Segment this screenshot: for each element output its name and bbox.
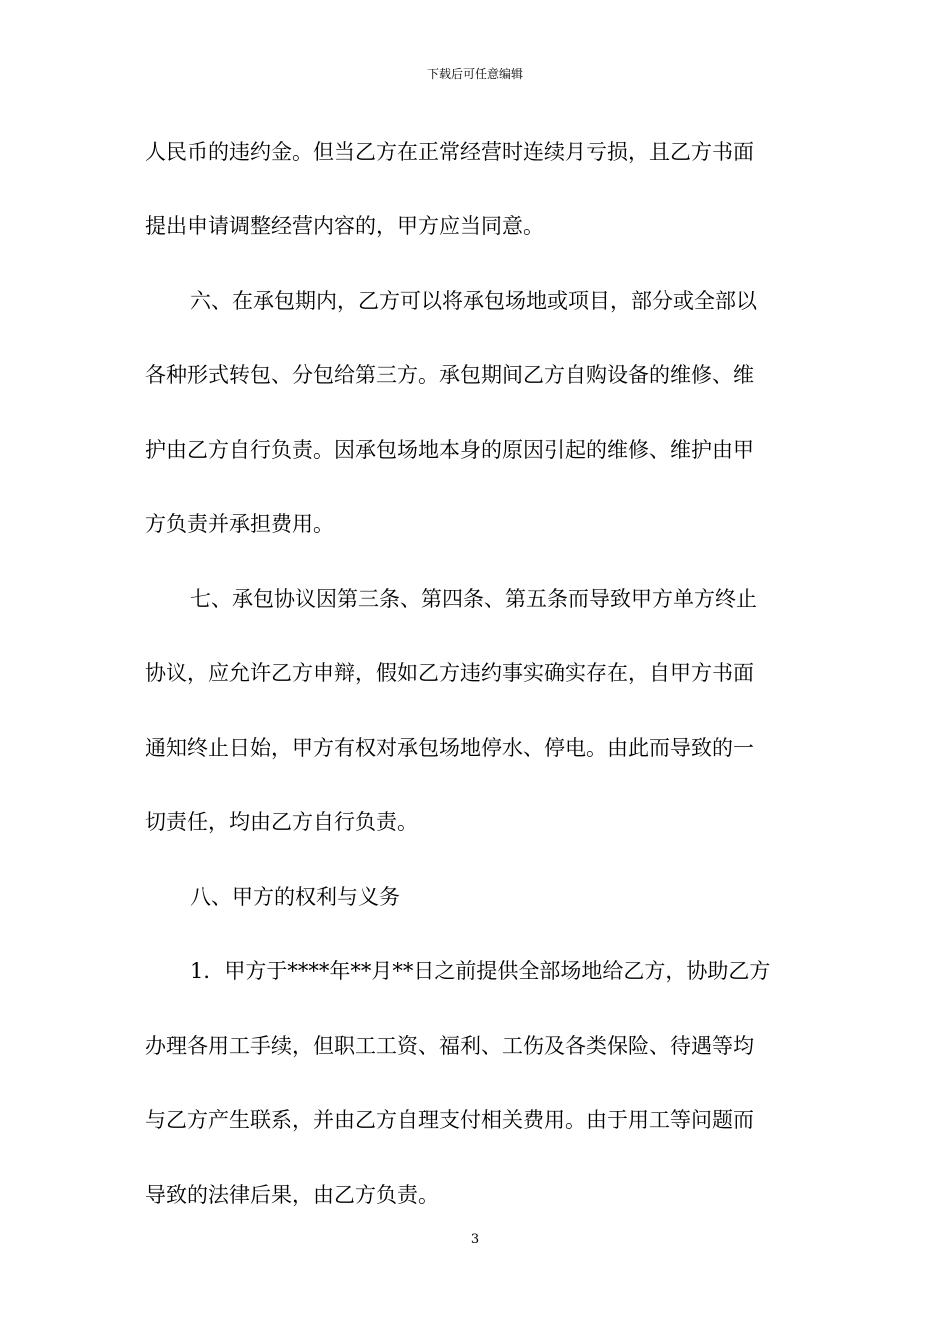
text-line: 切责任，均由乙方自行负责。 [145, 810, 418, 834]
text-line: 各种形式转包、分包给第三方。承包期间乙方自购设备的维修、维 [145, 363, 754, 387]
text-line: 协议，应允许乙方申辩，假如乙方违约事实确实存在，自甲方书面 [145, 661, 754, 685]
text-line: 提出申请调整经营内容的，甲方应当同意。 [145, 214, 544, 238]
section-8-heading: 八、甲方的权利与义务 [190, 885, 400, 909]
text-line: 护由乙方自行负责。因承包场地本身的原因引起的维修、维护由甲 [145, 438, 754, 462]
paragraph-7-start: 七、承包协议因第三条、第四条、第五条而导致甲方单方终止 [190, 587, 757, 611]
text-line: 办理各用工手续，但职工工资、福利、工伤及各类保险、待遇等均 [145, 1034, 754, 1058]
text-line: 与乙方产生联系，并由乙方自理支付相关费用。由于用工等问题而 [145, 1108, 754, 1132]
text-line: 通知终止日始，甲方有权对承包场地停水、停电。由此而导致的一 [145, 736, 754, 760]
page-number: 3 [470, 1232, 480, 1247]
text-line: 导致的法律后果，由乙方负责。 [145, 1183, 439, 1207]
text-line: 人民币的违约金。但当乙方在正常经营时连续月亏损，且乙方书面 [145, 140, 754, 164]
clause-1-start: 1．甲方于****年**月**日之前提供全部场地给乙方，协助乙方 [190, 959, 771, 983]
page-header: 下载后可任意编辑 [426, 67, 523, 81]
text-line: 方负责并承担费用。 [145, 512, 334, 536]
paragraph-6-start: 六、在承包期内，乙方可以将承包场地或项目，部分或全部以 [190, 289, 757, 313]
